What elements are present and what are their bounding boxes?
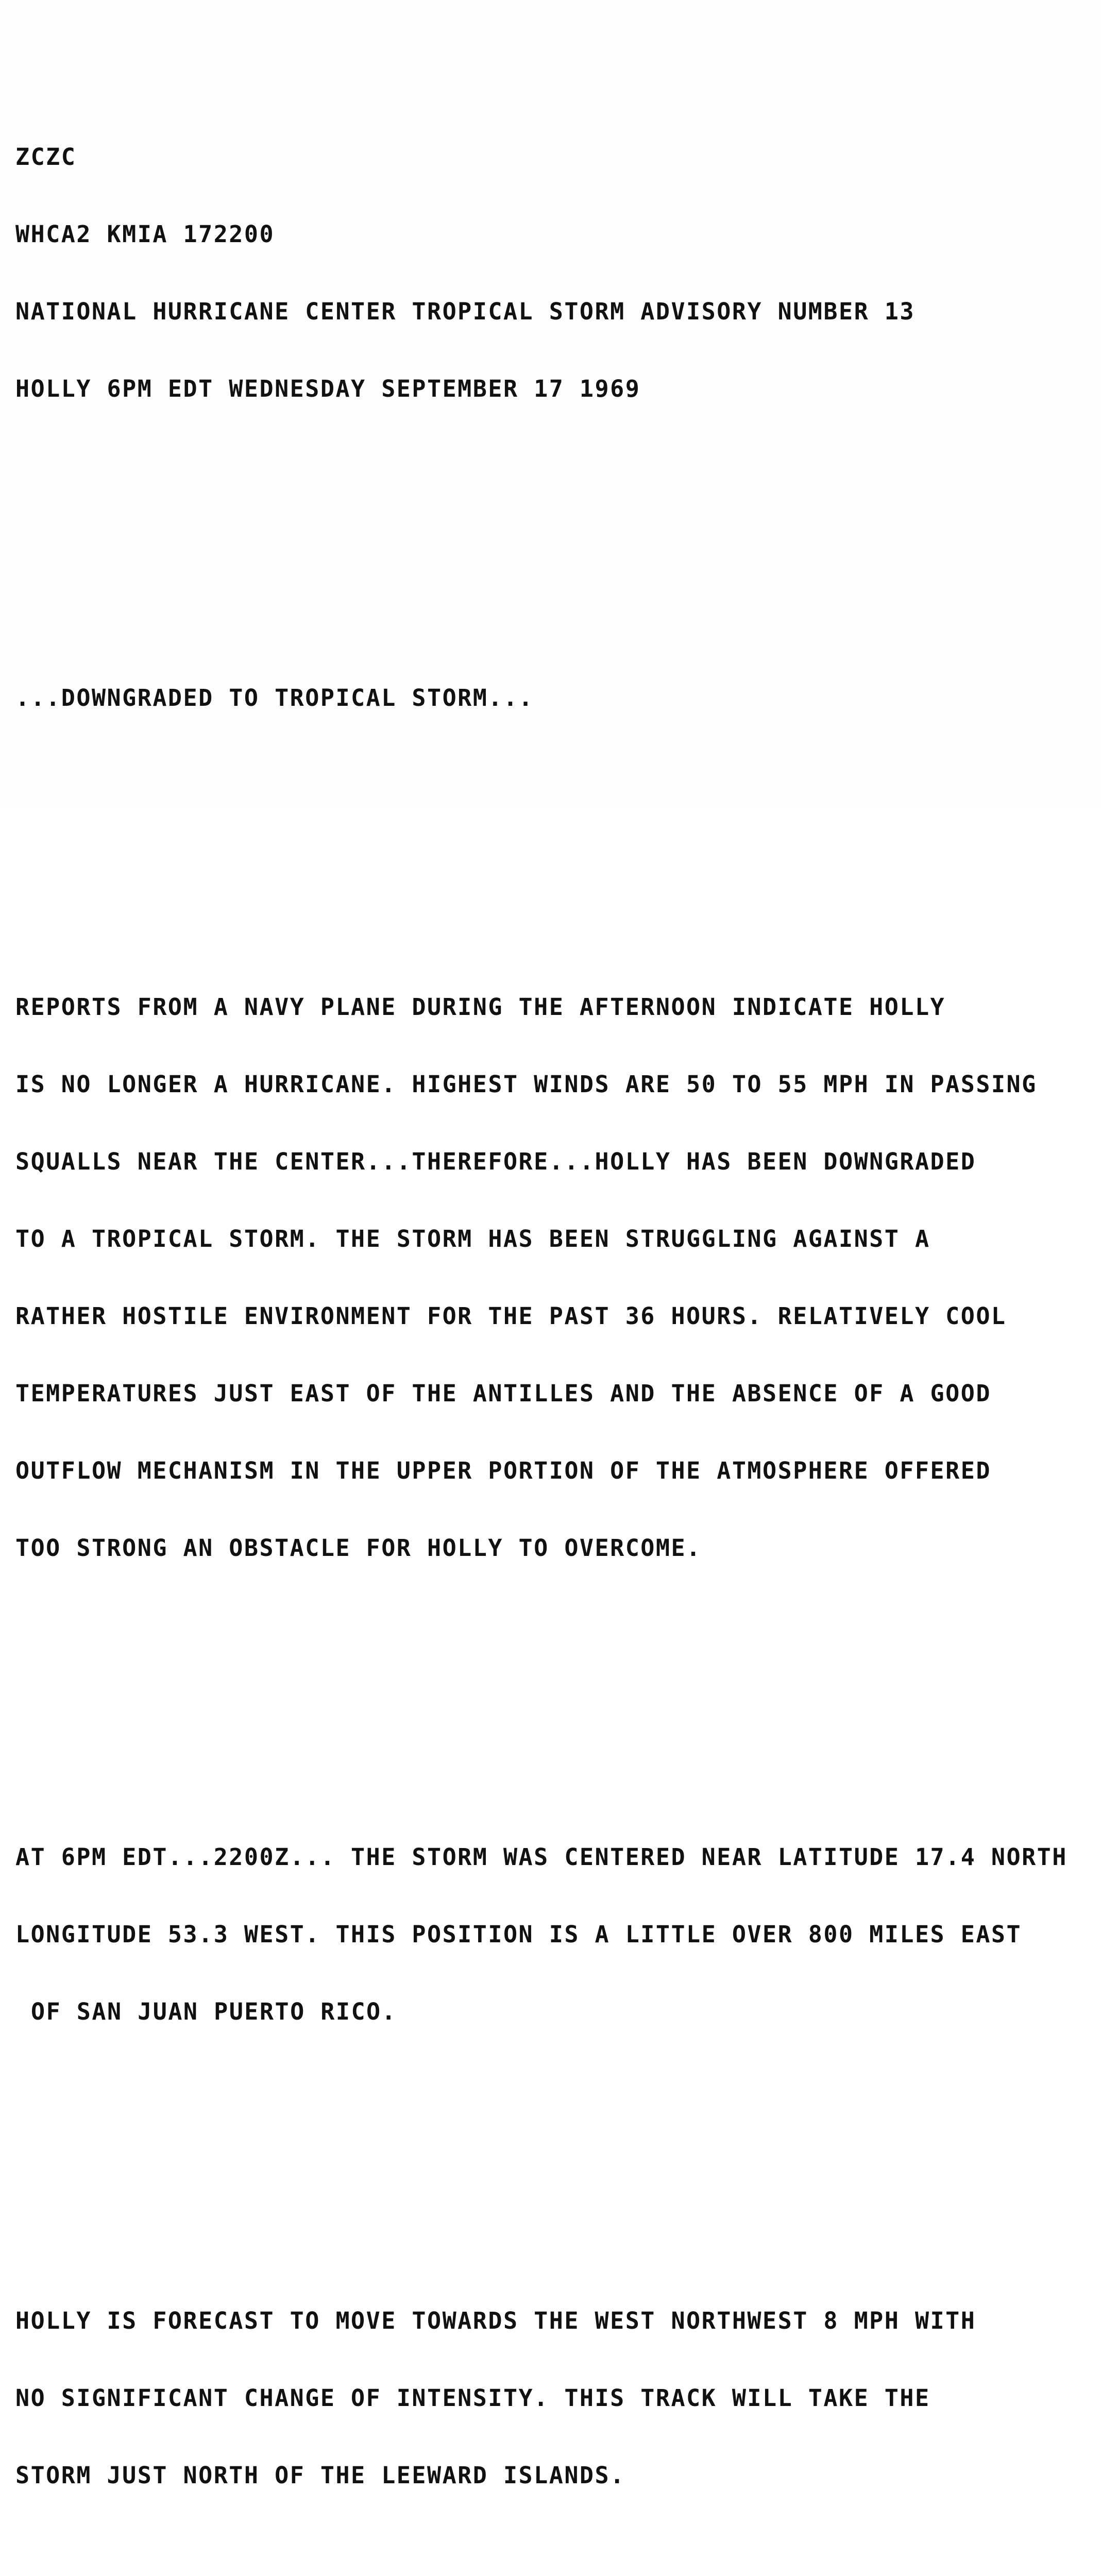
spacer <box>15 531 1087 556</box>
teletype-document <box>15 15 1087 2576</box>
header-line-title: NATIONAL HURRICANE CENTER TROPICAL STORM ADVISORY NUMBER 13 <box>15 298 915 325</box>
advisory-header <box>15 93 1087 453</box>
paragraph-line: OUTFLOW MECHANISM IN THE UPPER PORTION OF THE ATMOSPHERE OFFERED <box>15 1457 991 1484</box>
paragraph-line: TOO STRONG AN OBSTACLE FOR HOLLY TO OVERCOME. <box>15 1534 702 1562</box>
paragraph-line: STORM JUST NORTH OF THE LEEWARD ISLANDS. <box>15 2462 625 2489</box>
paragraph-discussion <box>15 943 1087 1613</box>
paragraph-line: AT 6PM EDT...2200Z... THE STORM WAS CENTERED NEAR LATITUDE 17.4 NORTH <box>15 1843 1068 1871</box>
header-line-issue-time: HOLLY 6PM EDT WEDNESDAY SEPTEMBER 17 1969 <box>15 375 641 402</box>
paragraph-line: REPORTS FROM A NAVY PLANE DURING THE AFTERNOON INDICATE HOLLY <box>15 993 946 1021</box>
paragraph-forecast <box>15 2257 1087 2540</box>
paragraph-line: IS NO LONGER A HURRICANE. HIGHEST WINDS ARE 50 TO 55 MPH IN PASSING <box>15 1071 1037 1098</box>
paragraph-line: NO SIGNIFICANT CHANGE OF INTENSITY. THIS TRACK WILL TAKE THE <box>15 2384 930 2412</box>
paragraph-line: RATHER HOSTILE ENVIRONMENT FOR THE PAST 36 HOURS. RELATIVELY COOL <box>15 1302 1007 1330</box>
paragraph-line: TO A TROPICAL STORM. THE STORM HAS BEEN STRUGGLING AGAINST A <box>15 1225 930 1252</box>
paragraph-position <box>15 1793 1087 2076</box>
header-line-product-id: WHCA2 KMIA 172200 <box>15 221 275 248</box>
header-line-zczc: ZCZC <box>15 143 77 171</box>
spacer <box>15 2154 1087 2179</box>
paragraph-line: SQUALLS NEAR THE CENTER...THEREFORE...HOLLY HAS BEEN DOWNGRADED <box>15 1148 976 1175</box>
headline-text: ...DOWNGRADED TO TROPICAL STORM... <box>15 684 534 711</box>
paragraph-line: TEMPERATURES JUST EAST OF THE ANTILLES AND THE ABSENCE OF A GOOD <box>15 1380 991 1407</box>
paragraph-line: LONGITUDE 53.3 WEST. THIS POSITION IS A LITTLE OVER 800 MILES EAST <box>15 1921 1022 1948</box>
advisory-headline <box>15 634 1087 762</box>
paragraph-line: HOLLY IS FORECAST TO MOVE TOWARDS THE WEST NORTHWEST 8 MPH WITH <box>15 2307 976 2334</box>
spacer <box>15 1690 1087 1716</box>
paragraph-line: OF SAN JUAN PUERTO RICO. <box>31 1998 397 2025</box>
spacer <box>15 840 1087 866</box>
